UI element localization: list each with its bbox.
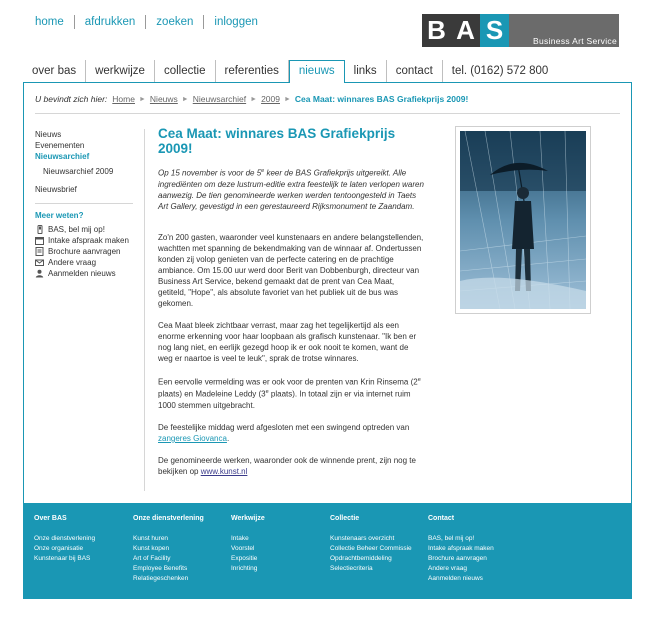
tab-contact[interactable]: contact [387,60,443,83]
sidebar-item-nieuws[interactable]: Nieuws [35,130,62,139]
kunst-nl-link[interactable]: www.kunst.nl [200,466,248,476]
nav-login-link[interactable]: inloggen [203,15,267,29]
p4-text-end: . [226,433,230,443]
breadcrumb-arrow-icon: ► [250,95,258,103]
breadcrumb-divider [35,113,620,114]
tab-phone-number: tel. (0162) 572 800 [451,65,549,77]
tab-nieuws[interactable]: nieuws [289,60,345,83]
mail-icon [35,258,44,267]
footer-link[interactable]: Relatiegeschenken [133,575,189,582]
intro-superscript: e [261,168,265,174]
breadcrumb-2009[interactable]: 2009 [261,94,280,104]
sidebar-more-call[interactable] [35,224,133,235]
footer-column-over-bas [34,515,95,564]
sidebar [35,129,133,279]
tab-referenties[interactable]: referenties [216,60,289,83]
nav-print-link[interactable]: afdrukken [74,15,146,29]
sidebar-more-question[interactable] [35,257,133,268]
footer-column-contact [428,515,494,584]
footer-link[interactable]: Opdrachtbemiddeling [330,555,392,562]
article-paragraph-5 [158,455,424,477]
footer-link[interactable]: Intake afspraak maken [428,545,494,552]
sidebar-more-intake[interactable] [35,235,133,246]
footer-link[interactable]: Kunst huren [133,535,169,542]
sidebar-divider [35,203,133,204]
footer-heading: Contact [428,515,455,522]
footer-column-werkwijze [231,515,265,574]
breadcrumb-nieuws[interactable]: Nieuws [149,94,178,104]
sidebar-more-brochure[interactable] [35,246,133,257]
utility-nav [35,14,268,30]
article-paragraph-3 [158,375,424,411]
p3-text-c: plaats). In totaal zijn er via internet ruim 1000 stemmen uitgebracht. [158,389,411,410]
tab-werkwijze[interactable]: werkwijze [86,60,155,83]
nav-home-link[interactable]: home [35,16,64,28]
breadcrumb-nieuwsarchief[interactable]: Nieuwsarchief [192,94,247,104]
article-title: Cea Maat: winnares BAS Grafiekprijs 2009! [158,126,396,156]
footer-column-dienstverlening [133,515,204,584]
sidebar-more-heading: Meer weten? [35,211,84,220]
footer-column-collectie [330,515,412,574]
main-nav [23,60,632,83]
bas-logo[interactable] [422,14,619,47]
footer-link[interactable]: Selectiecriteria [330,565,373,572]
tab-links[interactable]: links [345,60,387,83]
footer-link[interactable]: Kunstenaar bij BAS [34,555,91,562]
p3-superscript-2: e [265,389,269,396]
breadcrumb-arrow-icon: ► [181,95,189,103]
breadcrumb-home[interactable]: Home [112,94,135,104]
sidebar-more-intake-label: Intake afspraak maken [48,236,129,245]
logo-tagline: Business Art Service [533,36,617,46]
sidebar-separator [144,129,145,491]
p3-superscript-1: e [417,376,421,383]
article-paragraph-2: Cea Maat bleek zichtbaar verrast, maar zag het tegelijkertijd als een enorme erkenning voor haar loopbaan als grafisch kunstenaar. "Ik ben er nog lang niet, en eerlijk gezegd hoop ik er ook nooit te komen, want de weg er naartoe is veel te leuk", sprak de trotse winnares. [158,320,417,363]
footer-link[interactable]: Kunstenaars overzicht [330,535,395,542]
breadcrumb-arrow-icon: ► [283,95,291,103]
footer-link[interactable]: Collectie Beheer Commissie [330,545,412,552]
footer-heading: Collectie [330,515,360,522]
sidebar-more-call-label: BAS, bel mij op! [48,225,105,234]
footer-link[interactable]: Aanmelden nieuws [428,575,483,582]
user-icon [35,269,44,278]
article [158,126,424,488]
tab-collectie[interactable]: collectie [155,60,216,83]
intro-text-a: Op 15 november is voor de 5 [158,168,262,178]
p3-text-b: plaats) en Madeleine Leddy (3 [158,389,266,399]
footer-link[interactable]: Art of Facility [133,555,171,562]
artwork-image[interactable] [455,126,591,314]
logo-letter-a: A [451,14,480,47]
footer-link[interactable]: Onze organisatie [34,545,84,552]
sidebar-more-brochure-label: Brochure aanvragen [48,247,121,256]
footer-heading: Over BAS [34,515,67,522]
intro-text-b: keer de BAS Grafiekprijs uitgereikt. Alle ingrediënten om deze lustrum-editie extra feestelijk te laten verlopen waren aanwezig. De tien genomineerde werken werden tentoongesteld in Taets Art Gallery, gevestigd in een gerestaureerd Rijksmonument te Zaandam. [158,168,424,211]
article-paragraph-4 [158,422,424,444]
breadcrumb [35,94,468,104]
footer-link[interactable]: Intake [231,535,249,542]
phone-icon [35,225,44,234]
footer-link[interactable]: Expositie [231,555,258,562]
p4-text: De feestelijke middag werd afgesloten met een swingend optreden van [158,422,410,432]
footer-link[interactable]: Onze dienstverlening [34,535,96,542]
sidebar-more-subscribe-label: Aanmelden nieuws [48,269,116,278]
breadcrumb-arrow-icon: ► [138,95,146,103]
logo-letter-s: S [480,14,509,47]
footer-link[interactable]: Inrichting [231,565,258,572]
article-paragraph-1: Zo'n 200 gasten, waaronder veel kunstenaars en andere belangstellenden, wachtten met spanning de bekendmaking van de winnaar af. Ondertussen konden zij volop genieten van de perfecte catering en de prachtige ambiance. Om 15.00 uur werd door Berit van Dobbenburgh, directeur van Business Art Service, bekend gemaakt dat de prent van Cea Maat, getiteld, "Hope", als absolute favoriet van het publiek uit de bus was gekomen. [158,232,424,308]
breadcrumb-current: Cea Maat: winnares BAS Grafiekprijs 2009! [294,94,469,104]
footer-link[interactable]: BAS, bel mij op! [428,535,475,542]
footer-link[interactable]: Voorstel [231,545,255,552]
sidebar-more-question-label: Andere vraag [48,258,97,267]
footer-heading: Onze dienstverlening [133,515,204,522]
sidebar-item-evenementen[interactable]: Evenementen [35,141,85,150]
footer-link[interactable]: Kunst kopen [133,545,170,552]
footer-heading: Werkwijze [231,515,265,522]
giovanca-link[interactable]: zangeres Giovanca [158,433,227,443]
logo-letter-b: B [422,14,451,47]
site-footer [23,503,632,599]
nav-search-link[interactable]: zoeken [145,15,203,29]
logo-bar [509,14,619,47]
sidebar-item-nieuwsbrief[interactable]: Nieuwsbrief [35,185,77,194]
brochure-icon [35,247,44,256]
tab-over-bas[interactable]: over bas [23,60,86,83]
footer-link[interactable]: Employee Benefits [133,565,188,572]
sidebar-item-nieuwsarchief[interactable]: Nieuwsarchief [35,152,90,161]
footer-link[interactable]: Brochure aanvragen [428,555,487,562]
sidebar-item-nieuwsarchief-2009[interactable]: Nieuwsarchief 2009 [43,167,114,176]
breadcrumb-lead: U bevindt zich hier: [35,94,108,104]
footer-link[interactable]: Andere vraag [428,565,468,572]
sidebar-more-subscribe[interactable] [35,268,133,279]
calendar-icon [35,236,44,245]
artwork-print [460,131,586,309]
p5-text: De genomineerde werken, waaronder ook de winnende prent, zijn nog te bekijken op [158,455,416,476]
article-intro [158,166,424,212]
p3-text-a: Een eervolle vermelding was er ook voor de prenten van Krin Rinsema (2 [158,377,418,387]
